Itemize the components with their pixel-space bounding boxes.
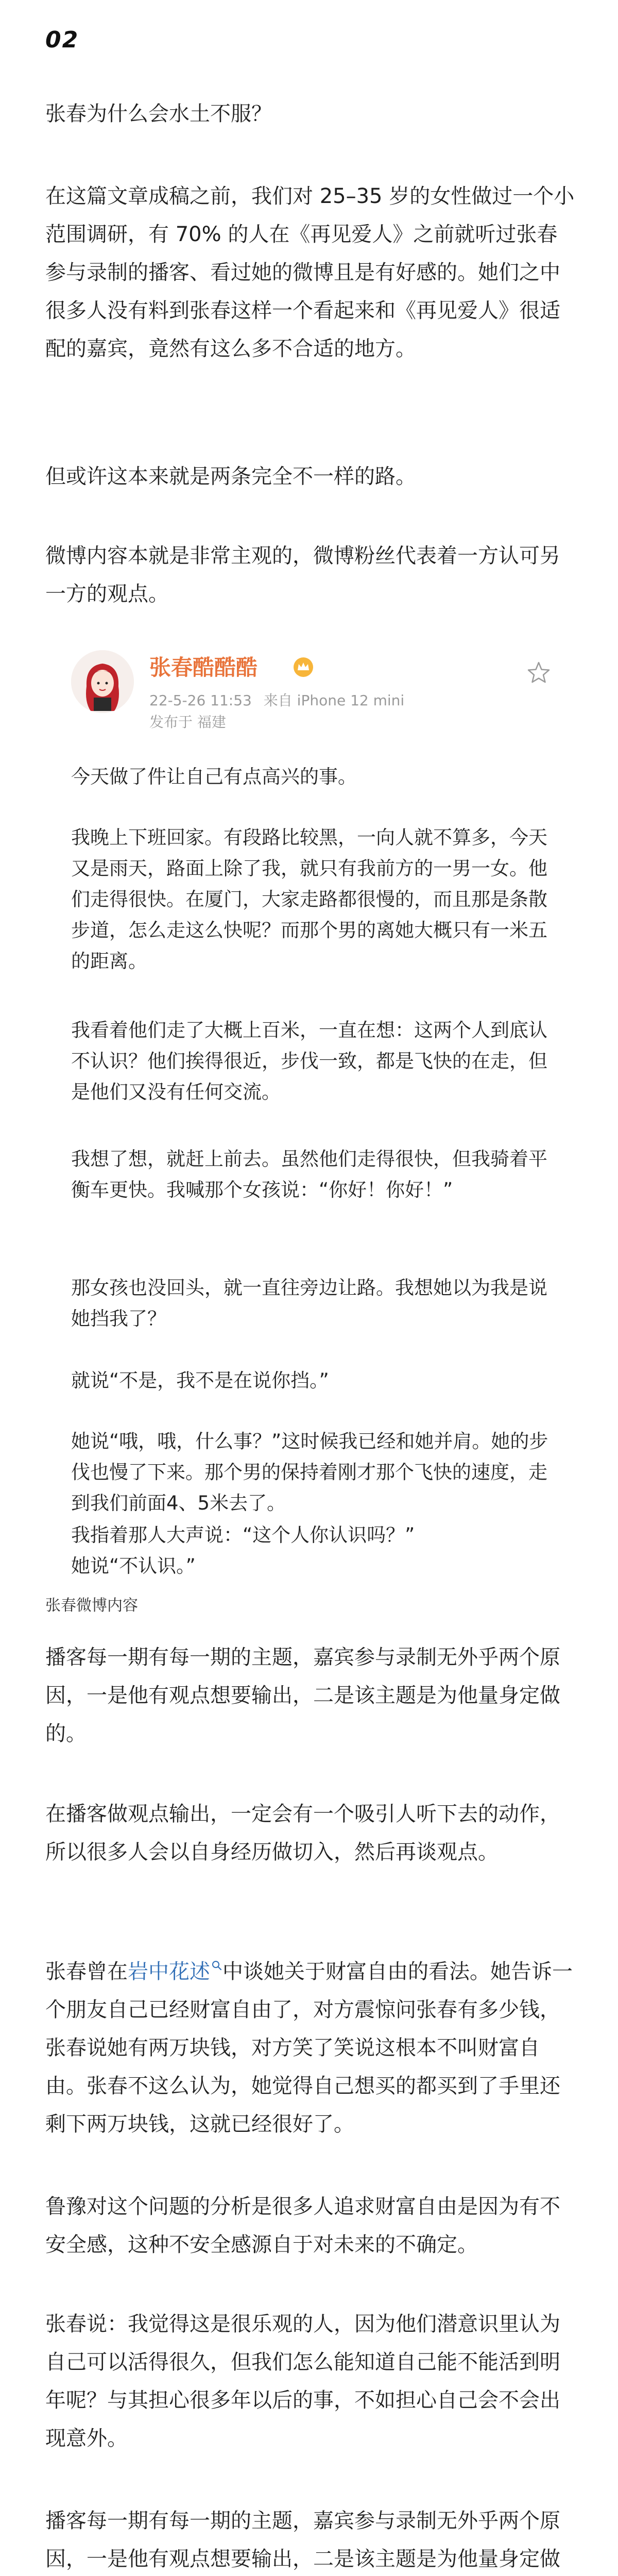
avatar-illustration [71,650,134,713]
body-paragraph: 播客每一期有每一期的主题，嘉宾参与录制无外乎两个原因，一是他有观点想要输出，二是该主题是为他量身定做的。 [45,1646,560,1745]
weibo-paragraph: 我指着那人大声说：“这个人你认识吗？” [71,1524,415,1546]
crown-badge-icon [293,656,314,678]
post-timestamp: 22-5-26 11:53 [149,692,252,709]
intro-paragraph: 但或许这本来就是两条完全不一样的路。 [45,465,416,488]
podcast-link[interactable]: 岩中花述 [128,1960,210,1984]
body-paragraph [45,1953,576,2143]
weibo-paragraph: 我看着他们走了大概上百米，一直在想：这两个人到底认不认识？他们挨得很近，步伐一致，都是飞快的在走，但是他们又没有任何交流。 [71,1019,547,1103]
paragraph-text: 中谈她关于财富自由的看法。她告诉一个朋友自己已经财富自由了，对方震惊问张春有多少钱，张春说她有两万块钱，对方笑了笑说这根本不叫财富自由。张春不这么认为，她觉得自己想买的都买到了手里还剩下两万块钱，这就已经很好了。 [45,1960,573,2136]
weibo-post-embed [52,634,566,1587]
weibo-paragraph: 我想了想，就赶上前去。虽然他们走得很快，但我骑着平衡车更快。我喊那个女孩说：“你好！你好！” [71,1148,547,1201]
weibo-paragraph: 我晚上下班回家。有段路比较黑，一向人就不算多，今天又是雨天，路面上除了我，就只有我前方的一男一女。他们走得很快。在厦门，大家走路都很慢的，而且那是条散步道，怎么走这么快呢？而那个男的离她大概只有一米五的距离。 [71,826,547,972]
body-paragraph: 播客每一期有每一期的主题，嘉宾参与录制无外乎两个原因，一是他有观点想要输出，二是该主题是为他量身定做 [45,2509,560,2571]
intro-paragraph: 微博内容本就是非常主观的，微博粉丝代表着一方认可另一方的观点。 [45,544,560,606]
weibo-meta [149,690,404,711]
weibo-paragraph: 今天做了件让自己有点高兴的事。 [71,766,357,788]
image-caption: 张春微博内容 [45,1597,138,1615]
star-icon[interactable] [525,659,552,686]
post-location: 发布于 福建 [149,714,226,731]
post-source: 来自 iPhone 12 mini [263,692,405,709]
weibo-username[interactable]: 张春酷酷酷 [149,655,258,680]
body-paragraph: 鲁豫对这个问题的分析是很多人追求财富自由是因为有不安全感，这种不安全感源自于对未来的不确定。 [45,2195,560,2257]
search-icon[interactable] [211,1960,222,1971]
paragraph-text: 张春曾在 [45,1960,128,1984]
weibo-paragraph: 就说“不是，我不是在说你挡。” [71,1369,329,1392]
weibo-paragraph: 那女孩也没回头，就一直往旁边让路。我想她以为我是说她挡我了？ [71,1277,547,1330]
weibo-paragraph: 她说“不认识。” [71,1555,196,1577]
body-paragraph: 在播客做观点输出，一定会有一个吸引人听下去的动作，所以很多人会以自身经历做切入，然后再谈观点。 [45,1802,560,1864]
body-paragraph: 张春说：我觉得这是很乐观的人，因为他们潜意识里认为自己可以活得很久，但我们怎么能知道自己能不能活到明年呢？与其担心很多年以后的事，不如担心自己会不会出现意外。 [45,2312,560,2450]
intro-paragraph: 在这篇文章成稿之前，我们对 25–35 岁的女性做过一个小范围调研，有 70% 的人在《再见爱人》之前就听过张春参与录制的播客、看过她的微博且是有好感的。她们之中很多人没有料到张春这样一个看起来和《再见爱人》很适配的嘉宾，竟然有这么多不合适的地方。 [45,184,575,361]
avatar[interactable] [71,650,134,713]
section-heading: 张春为什么会水土不服？ [45,102,272,126]
weibo-paragraph: 她说“哦，哦，什么事？”这时候我已经和她并肩。她的步伐也慢了下来。那个男的保持着刚才那个飞快的速度，走到我们前面4、5米去了。 [71,1430,548,1514]
section-number: 02 [45,27,79,53]
